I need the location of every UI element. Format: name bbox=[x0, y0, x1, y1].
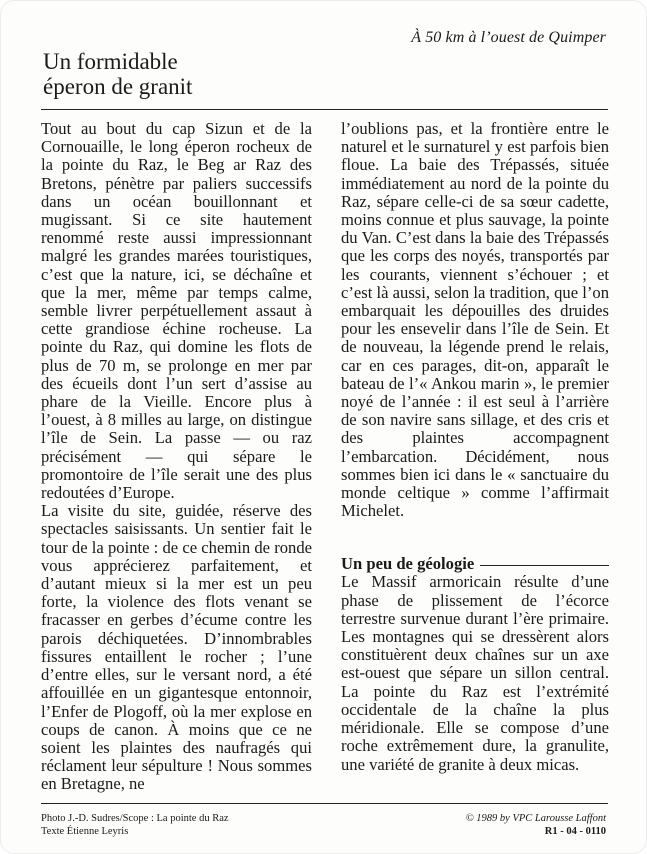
left-column bbox=[41, 120, 312, 794]
card-reference: R1 - 04 - 0110 bbox=[544, 825, 606, 837]
location-caption: À 50 km à l’ouest de Quimper bbox=[411, 29, 606, 46]
credits bbox=[41, 813, 229, 838]
publisher-info bbox=[466, 813, 606, 838]
top-divider bbox=[41, 109, 608, 110]
geology-heading-rule bbox=[480, 565, 609, 566]
paragraph-visit: La visite du site, guidée, réserve des spectacles saisissants. Un sentier fait le tour de la pointe : de ce chemin de ronde vous apprécierez parfaitement, et d’autant mieux si la mer est un peu forte, la violence des flots venant se fracasser en gerbes d’écume contre les parois déchiquetées. D’innombrables fissures entaillent le rocher ; l’une d’entre elles, sur le versant nord, a été affouillée en un gigantesque entonnoir, l’Enfer de Plogoff, où la mer explose en coups de canon. À moins que ce ne soient les plaintes des naufragés qui réclament leur sépulture ! Nous sommes en Bretagne, ne bbox=[41, 501, 312, 794]
paragraph-legend: l’oublions pas, et la frontière entre le naturel et le surnaturel y est parfois bien floue. La baie des Trépassés, située immédiatement au nord de la pointe du Raz, sépare celle-ci de sa sœur cadette, moins connue et plus sauvage, la pointe du Van. C’est dans la baie des Trépassés que les corps des noyés, transportés par les courants, viennent s’échouer ; et c’est là aussi, selon la tradition, que l’on embarquait les dépouilles des druides pour les ensevelir dans l’île de Sein. Et de nouveau, la légende prend le relais, car en ces parages, dit-on, apparaît le bateau de l’« Ankou marin », le premier noyé de l’année : il est seul à l’arrière de son navire sans sillage, et des cris et des plaintes accompagnent l’embarcation. Décidément, nous sommes bien ici dans le « sanctuaire du monde celtique » comme l’affirmait Michelet. bbox=[341, 119, 609, 521]
title-line-1: Un formidable bbox=[43, 49, 178, 74]
paragraph-geology: Le Massif armoricain résulte d’une phase de plissement de l’écorce terrestre survenue durant l’ère primaire. Les montagnes qui se dressèrent alors constituèrent deux chaînes sur un axe est-ouest que sépare un sillon central. La pointe du Raz est l’extrémité occidentale de la chaîne la plus méridionale. Elle se compose d’une roche extrêmement dure, la granulite, une variété de granite à deux micas. bbox=[341, 572, 609, 774]
right-column bbox=[341, 120, 609, 774]
text-credit: Texte Étienne Leyris bbox=[41, 825, 129, 837]
copyright-notice: © 1989 by VPC Larousse Laffont bbox=[465, 813, 606, 824]
photo-credit: Photo J.-D. Sudres/Scope : La pointe du Raz bbox=[41, 813, 229, 824]
geology-heading-text: Un peu de géologie bbox=[341, 554, 475, 574]
geology-heading bbox=[341, 555, 609, 573]
paragraph-intro: Tout au bout du cap Sizun et de la Cornouaille, le long éperon rocheux de la pointe du Raz, le Beg ar Raz des Bretons, pénètre par paliers successifs dans un océan bouillonnant et mugissant. Si ce site hautement renommé reste aussi impressionnant malgré les grandes marées touristiques, c’est que la nature, ici, se déchaîne et que la mer, même par temps calme, semble livrer perpétuellement assaut à cette grandiose échine rocheuse. La pointe du Raz, qui domine les flots de plus de 70 m, se prolonge en mer par des écueils dont l’un sert d’assise au phare de la Vieille. Encore plus à l’ouest, à 8 milles au large, on distingue l’île de Sein. La passe — ou raz précisément — qui sépare le promontoire de l’île serait une des plus redoutées d’Europe. bbox=[41, 119, 312, 503]
bottom-divider bbox=[41, 803, 608, 804]
title-line-2: éperon de granit bbox=[43, 74, 193, 99]
page-title bbox=[43, 49, 192, 99]
